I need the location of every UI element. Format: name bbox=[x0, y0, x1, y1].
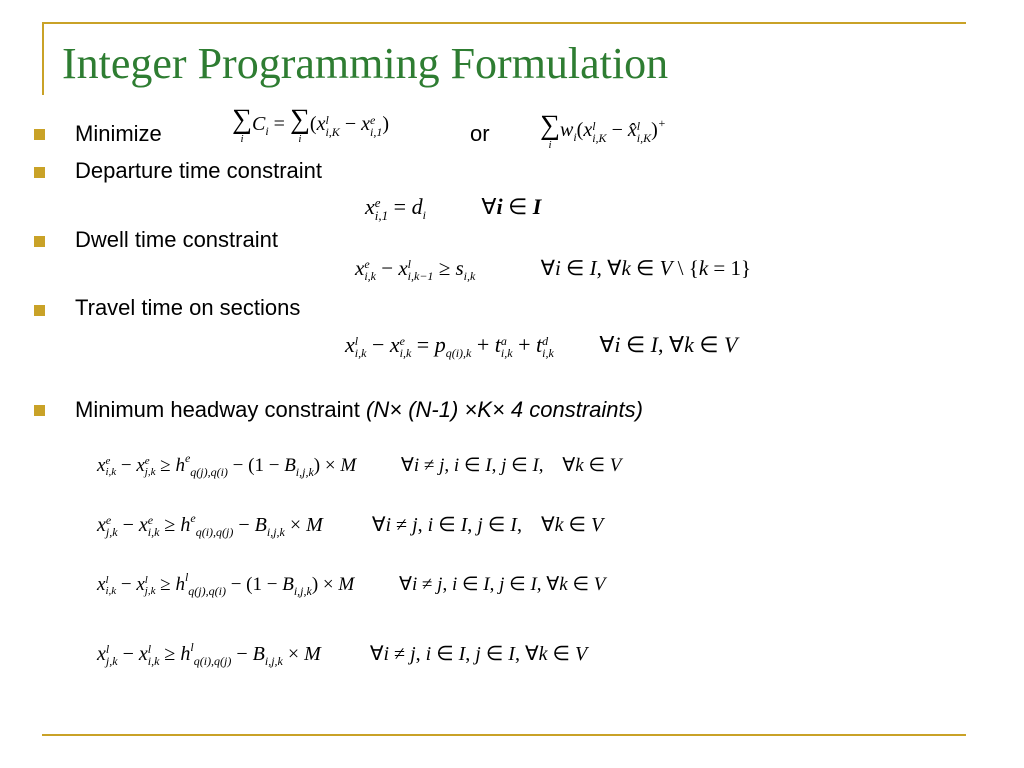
frame-top-rule bbox=[42, 22, 966, 24]
headway-formula-2: x e j,k − x e i,k ≥ $h^e_{q(i),q(j)} - B_{i,j,k} \times M$ ∀i ≠ j, i ∈ I, j ∈ I, ∀k ∈ V bbox=[97, 511, 604, 540]
frame-bottom-rule bbox=[42, 734, 966, 736]
bullet-dwell: Dwell time constraint bbox=[75, 227, 278, 252]
bullet-marker bbox=[34, 305, 45, 316]
bullet-marker bbox=[34, 129, 45, 140]
bullet-minimize: Minimize bbox=[75, 121, 162, 146]
bullet-travel: Travel time on sections bbox=[75, 295, 301, 320]
or-text: or bbox=[470, 121, 490, 146]
bullet-marker bbox=[34, 236, 45, 247]
frame-vertical-rule bbox=[42, 22, 44, 95]
bullet-departure: Departure time constraint bbox=[75, 158, 322, 183]
dwell-formula: x e i,k − x l i,k−1 ≥ $s_{i,k}$ ∀i ∈ I, ∀k ∈ V \ {k = 1} bbox=[355, 256, 752, 284]
headway-formula-3: x l i,k − x l j,k ≥ $h^l_{q(j),q(i)} - (1 - B_{i,j,k}) \times M$ ∀i ≠ j, i ∈ I, j ∈ I, ∀k ∈ V bbox=[97, 570, 606, 598]
travel-formula: x l i,k − x e i,k = $p_{q(i),k} + t$ a i,k + t d i,k ∀i ∈ I, ∀k ∈ V bbox=[345, 332, 738, 360]
slide-title: Integer Programming Formulation bbox=[62, 39, 669, 88]
objective-formula-2: ∑ i $w_i(x$ l i,K − x̂ l i,K )+ bbox=[540, 110, 666, 151]
departure-formula: x e i,1 = $d_i$ ∀i ∈ I bbox=[365, 194, 542, 223]
headway-formula-4: x l j,k − x l i,k ≥ $h^l_{q(i),q(j)} - B_{i,j,k} \times M$ ∀i ≠ j, i ∈ I, j ∈ I, ∀k ∈ V bbox=[97, 640, 588, 669]
bullet-headway bbox=[75, 397, 643, 423]
headway-label: Minimum headway constraint bbox=[75, 397, 360, 422]
headway-note: (N× (N-1) ×K× 4 constraints) bbox=[366, 397, 643, 422]
bullet-marker bbox=[34, 167, 45, 178]
objective-formula-1: ∑ i $C_i$ = ∑ i (x l i,K − x e i,1 ) bbox=[232, 104, 389, 145]
bullet-marker bbox=[34, 405, 45, 416]
headway-formula-1: x e i,k − x e j,k ≥ $h^e_{q(j),q(i)} - (1 - B_{i,j,k}) \times M$ ∀i ≠ j, i ∈ I, j ∈ I, ∀k ∈ V bbox=[97, 451, 622, 479]
